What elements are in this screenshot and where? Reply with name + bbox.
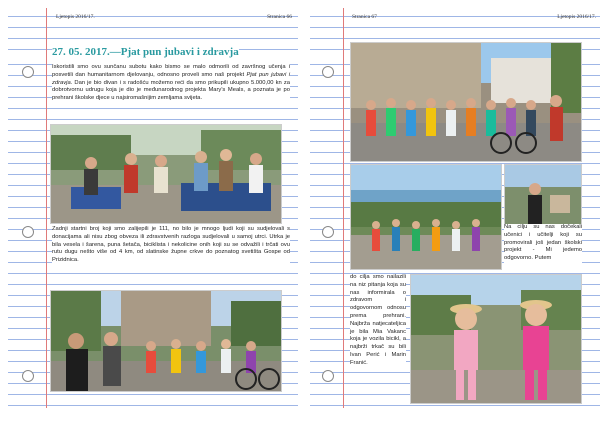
binder-hole	[322, 226, 334, 238]
photo-group-cyclists	[350, 42, 582, 162]
margin-line	[343, 8, 344, 408]
questions-paragraph: do cilja smo nailazili na niz pitanja koja su nas informirala o zdravom i odgovornom odnosu prema prehrani. Najbrža natjecateljica je bila Mia Vakanc koja je vozila bicikl, a najbrži trkač su bili Ivan Perić i Marin Franić.	[350, 274, 406, 366]
article-title: 27. 05. 2017.—Pjat pun jubavi i zdravja	[52, 46, 239, 58]
binder-hole	[22, 66, 34, 78]
running-header: Ljetopis 2016/17.	[56, 14, 95, 20]
race-paragraph: Zadnji startni broj koji smo zalijepili je 111, no bilo je mnogo ljudi koji su sudjelovali s donacijama ali nisu zbog obveza ili zdravstvenih razloga sudjelovali u samoj utrci. Utrka je bila vesela i šarena, puna šetača, biciklista i nekolicine onih koji su se odvažili i trčati ovu rutu dugu nešto više od 4 km, od slatinske župne crkve do poznatog svetišta Gospe od Prizidnica.	[52, 226, 290, 264]
left-page	[8, 8, 298, 408]
right-page	[310, 8, 600, 408]
binder-hole	[322, 370, 334, 382]
photo-girls-hats	[410, 274, 582, 404]
margin-line	[46, 8, 47, 408]
finish-paragraph: Na cilju su nas dočekali učenici i učitelji koji su promovirali još jedan školski projekt - Mi jedemo odgovorno. Putem	[504, 224, 582, 262]
intro-paragraph: Iskoristili smo ovu sunčanu subotu kako bismo se malo odmorili od završnog učenja i posvetili dan humanitarnom djelovanju, odnosno proveli smo naš projekt Pjat pun jubavi i zdravja. Dan je bio divan i s radošću možemo reći da smo prikupili ukupno 5.000,00 kn za dobrotvornu udrugu koja je dio je međunarodnog projekta Mary's Meals, a poznata je po prehrani školske djece u najsiromašnijim zemljama svijeta.	[52, 64, 290, 102]
photo-finish	[504, 164, 582, 226]
photo-info-stand	[50, 124, 282, 224]
photo-start-line	[50, 290, 282, 392]
running-header: Ljetopis 2016/17.	[557, 14, 596, 20]
binder-hole	[322, 66, 334, 78]
photo-walkers-road	[350, 164, 502, 270]
page-number: Stranica 67	[352, 14, 377, 20]
binder-hole	[22, 370, 34, 382]
binder-hole	[22, 226, 34, 238]
page-number: Stranica 66	[267, 14, 292, 20]
